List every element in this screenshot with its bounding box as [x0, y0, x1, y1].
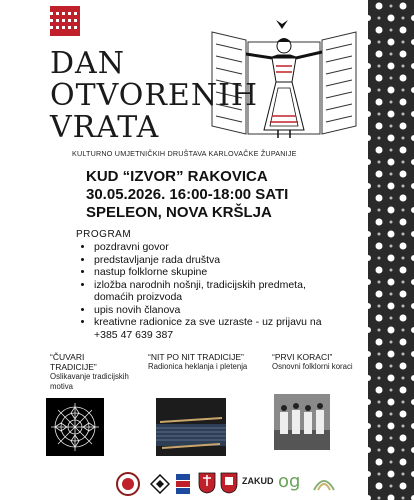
workshop-title: “ČUVARI TRADICIJE” — [50, 352, 97, 372]
kud-emblem-logo — [50, 6, 80, 36]
program-item: • predstavljanje rada društva — [94, 254, 326, 267]
program-title: PROGRAM — [76, 229, 132, 240]
program-item: • upis novih članova — [94, 304, 326, 317]
workshop-3 — [272, 352, 362, 372]
title-line-2: OTVORENIH — [50, 78, 259, 113]
subtitle: KULTURNO UMJETNIČKIH DRUŠTAVA KARLOVAČKE ŽUPANIJE — [72, 149, 297, 158]
program-list — [76, 241, 326, 341]
page-title — [50, 48, 258, 144]
workshop-desc: Oslikavanje tradicijskih motiva — [50, 372, 129, 391]
round-club-logo — [116, 472, 140, 496]
sponsor-logos — [110, 462, 350, 496]
program-item: • nastup folklorne skupine — [94, 266, 326, 279]
regional-logo — [310, 468, 338, 494]
program-item: • pozdravni govor — [94, 241, 326, 254]
program-item: • izložba narodnih nošnji, tradicijskih predmeta, domaćih proizvoda — [94, 279, 326, 304]
program-section — [76, 229, 326, 341]
event-details — [86, 168, 288, 222]
zakud-logo: ZAKUD — [242, 476, 274, 486]
title-line-3: VRATA — [50, 110, 160, 145]
event-location: SPELEON, NOVA KRŠLJA — [86, 204, 272, 221]
title-line-1: DAN — [50, 46, 125, 81]
workshop-2 — [148, 352, 248, 372]
shield-logo — [220, 472, 238, 494]
green-g-logo — [276, 468, 300, 492]
lace-motif-image — [46, 398, 104, 456]
lace-border-decoration — [368, 0, 414, 500]
knitting-image — [156, 398, 226, 456]
diamond-logo — [150, 474, 170, 494]
svg-text:og: og — [278, 471, 300, 492]
workshop-title: “NIT PO NIT TRADICIJE” — [148, 352, 244, 362]
workshop-title: “PRVI KORACI” — [272, 352, 333, 362]
workshop-1 — [50, 352, 132, 392]
event-organizer: KUD “IZVOR” RAKOVICA — [86, 168, 268, 185]
program-item: • kreativne radionice za sve uzraste - uz prijavu na +385 47 639 387 — [94, 316, 326, 341]
folk-dancers-photo — [274, 394, 330, 450]
flag-logo — [176, 474, 190, 494]
coat-of-arms-logo — [198, 472, 216, 494]
event-datetime: 30.05.2026. 16:00-18:00 SATI — [86, 186, 289, 203]
workshop-desc: Radionica heklanja i pletenja — [148, 362, 248, 371]
workshop-desc: Osnovni folklorni koraci — [272, 362, 353, 371]
